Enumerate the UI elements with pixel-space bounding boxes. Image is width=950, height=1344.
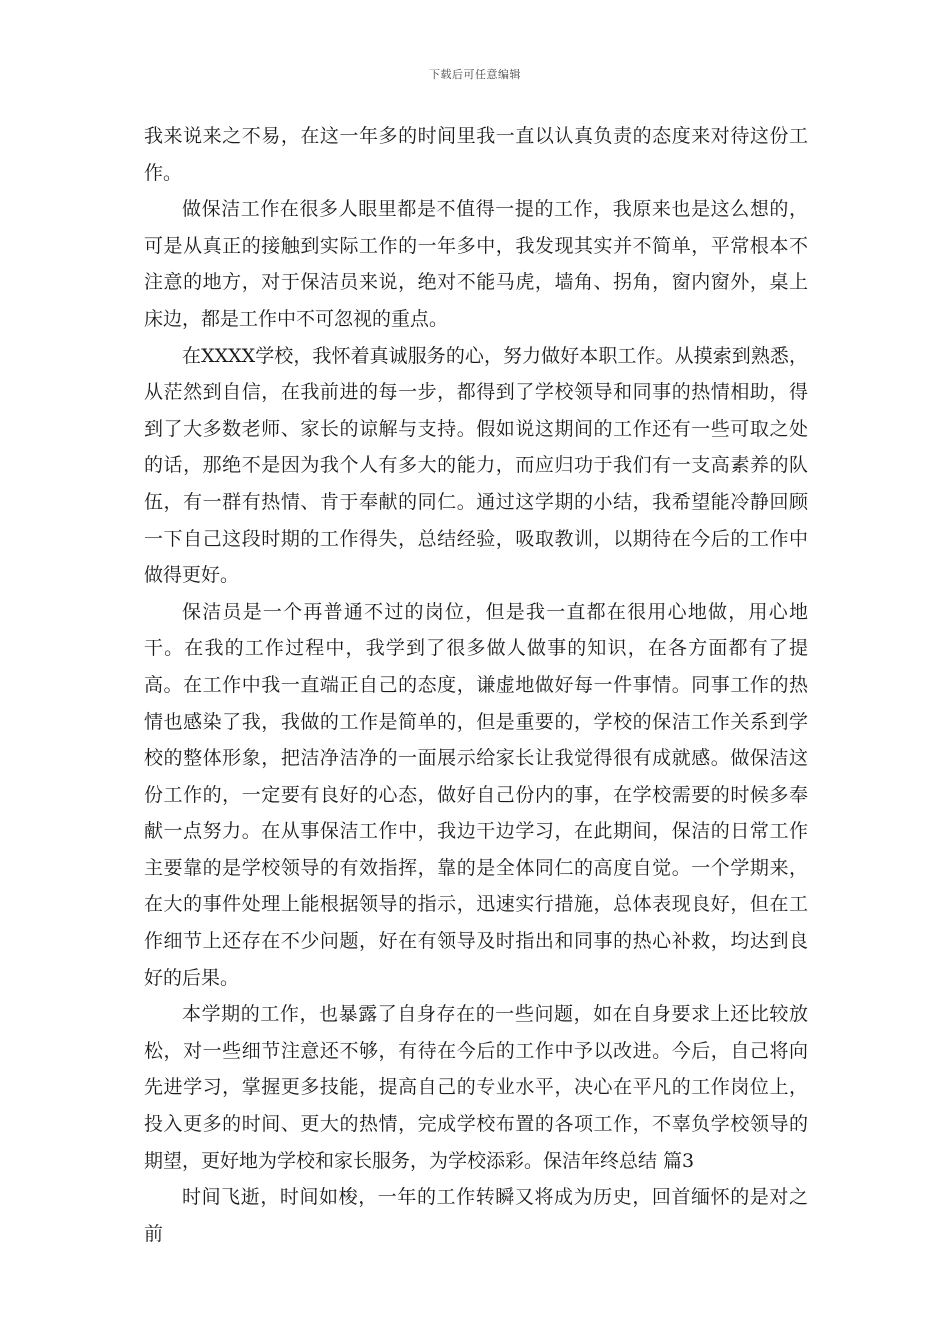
paragraph-3: 在XXXX学校，我怀着真诚服务的心，努力做好本职工作。从摸索到熟悉，从茫然到自信，在我前进的每一步，都得到了学校领导和同事的热情相助，得到了大多数老师、家长的谅解与支持。假如说这期间的工作还有一些可取之处的话，那绝不是因为我个人有多大的能力，而应归功于我们有一支高素养的队伍，有一群有热情、肯于奉献的同仁。通过这学期的小结，我希望能冷静回顾一下自己这段时期的工作得失，总结经验，吸取教训，以期待在今后的工作中做得更好。	[144, 344, 808, 587]
page-header: 下载后可任意编辑	[429, 68, 521, 81]
paragraph-1: 我来说来之不易，在这一年多的时间里我一直以认真负责的态度来对待这份工作。	[144, 125, 808, 184]
paragraph-4: 保洁员是一个再普通不过的岗位，但是我一直都在很用心地做，用心地干。在我的工作过程中，我学到了很多做人做事的知识，在各方面都有了提高。在工作中我一直端正自己的态度，谦虚地做好每一件事情。同事工作的热情也感染了我，我做的工作是简单的，但是重要的，学校的保洁工作关系到学校的整体形象，把洁净洁净的一面展示给家长让我觉得很有成就感。做保洁这份工作的，一定要有良好的心态，做好自己份内的事，在学校需要的时候多奉献一点努力。在从事保洁工作中，我边干边学习，在此期间，保洁的日常工作主要靠的是学校领导的有效指挥，靠的是全体同仁的高度自觉。一个学期来，在大的事件处理上能根据领导的指示，迅速实行措施，总体表现良好，但在工作细节上还存在不少问题，好在有领导及时指出和同事的热心补救，均达到良好的后果。	[144, 600, 808, 989]
paragraph-5: 本学期的工作，也暴露了自身存在的一些问题，如在自身要求上还比较放松，对一些细节注意还不够，有待在今后的工作中予以改进。今后，自己将向先进学习，掌握更多技能，提高自己的专业水平，决心在平凡的工作岗位上，投入更多的时间、更大的热情，完成学校布置的各项工作，不辜负学校领导的期望，更好地为学校和家长服务，为学校添彩。保洁年终总结 篇3	[144, 1003, 808, 1172]
document-body	[144, 118, 808, 1252]
paragraph-6: 时间飞逝，时间如梭，一年的工作转瞬又将成为历史，回首缅怀的是对之前	[144, 1186, 808, 1245]
paragraph-2: 做保洁工作在很多人眼里都是不值得一提的工作，我原来也是这么想的，可是从真正的接触到实际工作的一年多中，我发现其实并不简单，平常根本不注意的地方，对于保洁员来说，绝对不能马虎，墙角、拐角，窗内窗外，桌上床边，都是工作中不可忽视的重点。	[144, 198, 808, 330]
